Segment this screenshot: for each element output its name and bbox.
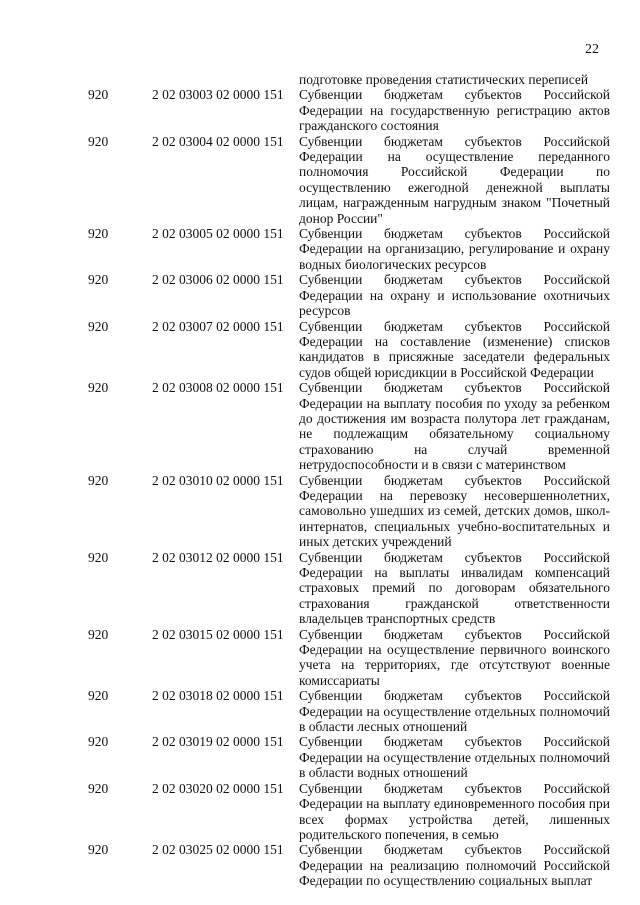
row-description: Субвенции бюджетам субъектов Российской Федерации на выплату единовременного пособия при всех формах устройства детей, лишенных родительского попечения, в семью (299, 780, 610, 842)
table-row (0, 473, 640, 550)
admin-code: 920 (88, 842, 109, 858)
budget-code: 2 02 03020 02 0000 151 (152, 780, 284, 796)
budget-code: 2 02 03005 02 0000 151 (152, 226, 284, 242)
table-row (0, 627, 640, 689)
admin-code: 920 (88, 87, 109, 103)
table-row (0, 319, 640, 381)
budget-code: 2 02 03003 02 0000 151 (152, 87, 284, 103)
admin-code: 920 (88, 226, 109, 242)
admin-code: 920 (88, 133, 109, 149)
budget-code: 2 02 03015 02 0000 151 (152, 626, 284, 642)
table-row (0, 842, 640, 888)
budget-code: 2 02 03006 02 0000 151 (152, 272, 284, 288)
table-row (0, 226, 640, 272)
page-number: 22 (585, 42, 599, 57)
table-row (0, 134, 640, 226)
row-description: Субвенции бюджетам субъектов Российской Федерации на перевозку несовершеннолетних, самовольно ушедших из семей, детских домов, школ-интернатов, специальных учебно-воспитательных и иных детских учреждений (299, 472, 610, 550)
row-description: Субвенции бюджетам субъектов Российской Федерации на осуществление отдельных полномочий в области водных отношений (299, 734, 610, 781)
table-row (0, 688, 640, 734)
budget-code: 2 02 03008 02 0000 151 (152, 380, 284, 396)
table-row (0, 272, 640, 318)
budget-code: 2 02 03019 02 0000 151 (152, 734, 284, 750)
admin-code: 920 (88, 318, 109, 334)
row-description: Субвенции бюджетам субъектов Российской Федерации на реализацию полномочий Российской Федерации по осуществлению социальных выплат (299, 842, 610, 889)
table-row (0, 781, 640, 843)
budget-code: 2 02 03012 02 0000 151 (152, 549, 284, 565)
admin-code: 920 (88, 734, 109, 750)
admin-code: 920 (88, 472, 109, 488)
table-row (0, 550, 640, 627)
continuation-text: подготовке проведения статистических переписей (299, 72, 589, 87)
budget-code: 2 02 03018 02 0000 151 (152, 688, 284, 704)
table-row (0, 87, 640, 133)
table-row-continuation (0, 72, 640, 87)
row-description: Субвенции бюджетам субъектов Российской Федерации на осуществление переданного полномочия Российской Федерации по осуществлению ежегодной денежной выплаты лицам, награжденным нагрудным знаком "Почетный донор России" (299, 133, 610, 226)
budget-code: 2 02 03004 02 0000 151 (152, 133, 284, 149)
admin-code: 920 (88, 549, 109, 565)
row-description: Субвенции бюджетам субъектов Российской Федерации на выплаты инвалидам компенсаций страховых премий по договорам обязательного страхования гражданской ответственности владельцев транспортных средств (299, 549, 610, 627)
row-description: Субвенции бюджетам субъектов Российской Федерации на составление (изменение) списков кандидатов в присяжные заседатели федеральных судов общей юрисдикции в Российской Федерации (299, 318, 610, 380)
row-description: Субвенции бюджетам субъектов Российской Федерации на осуществление первичного воинского учета на территориях, где отсутствуют военные комиссариаты (299, 626, 610, 688)
row-description: Субвенции бюджетам субъектов Российской Федерации на охрану и использование охотничьих ресурсов (299, 272, 610, 319)
row-description: Субвенции бюджетам субъектов Российской Федерации на государственную регистрацию актов гражданского состояния (299, 87, 610, 134)
budget-code: 2 02 03025 02 0000 151 (152, 842, 284, 858)
table-row (0, 734, 640, 780)
budget-code: 2 02 03010 02 0000 151 (152, 472, 284, 488)
admin-code: 920 (88, 688, 109, 704)
revenue-table (0, 72, 640, 889)
admin-code: 920 (88, 380, 109, 396)
row-description: Субвенции бюджетам субъектов Российской Федерации на организацию, регулирование и охрану водных биологических ресурсов (299, 226, 610, 272)
admin-code: 920 (88, 626, 109, 642)
admin-code: 920 (88, 272, 109, 288)
budget-code: 2 02 03007 02 0000 151 (152, 318, 284, 334)
row-description: Субвенции бюджетам субъектов Российской Федерации на осуществление отдельных полномочий в области лесных отношений (299, 688, 610, 735)
row-description: Субвенции бюджетам субъектов Российской Федерации на выплату пособия по уходу за ребенком до достижения им возраста полутора лет гражданам, не подлежащим обязательному социальному страхованию на случай временной нетрудоспособности и в связи с материнством (299, 380, 610, 473)
table-row (0, 380, 640, 472)
admin-code: 920 (88, 780, 109, 796)
